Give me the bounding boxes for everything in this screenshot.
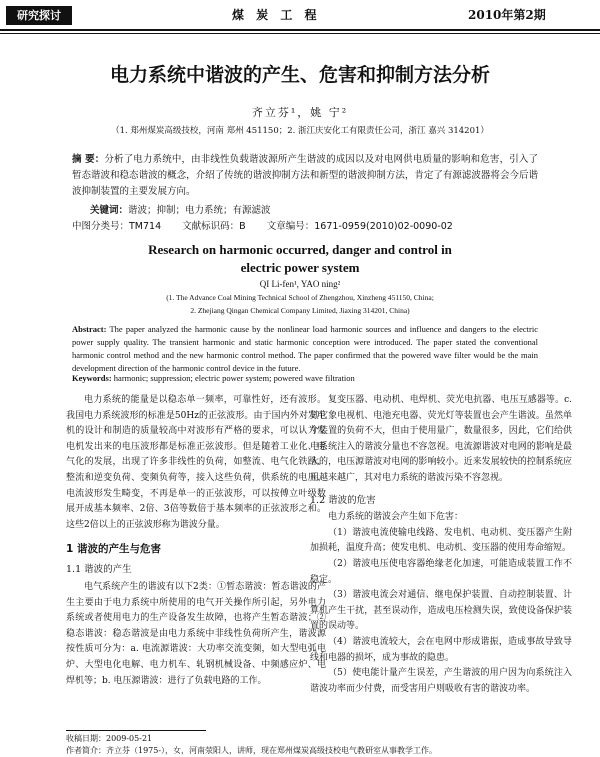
section-1-heading: 1 谐波的产生与危害 (66, 543, 161, 556)
english-keywords-label: Keywords: (72, 373, 112, 383)
classification-line (72, 218, 471, 232)
body-right-column (310, 393, 572, 697)
hazard-item: （2）谐波电压使电容器绝缘老化加速，可能造成装置工作不稳定。 (310, 558, 572, 585)
right-paragraph-1: 复变压器、电动机、电焊机、荧光电抗器、电压互感器等。c. 其它象电视机、电池充电器、荧光灯等装置也会产生谐波。虽然单个装置的负荷不大，但由于使用量广，数量很多，因此，它们给供电系统注入的谐波分量也不容忽视。电流源谐波对电网的影响是最大的，电压源谐波对电网的影响较小。近来发展较快的控制系统应用越来越广，其对电力系统的谐波污染不容忽视。 (310, 395, 572, 483)
section-1-1-paragraph: 电气系统产生的谐波有以下2类：①暂态谐波：暂态谐波的产生主要由于电力系统中所使用的电气开关操作所引起，另外电力系统或者使用电力的生产设备发生故障，也将产生暂态谐波；②稳态谐波：稳态谐波是由电力系统中非线性负荷所产生，谐波源按性质可分为：a. 电流源谐波：大功率交流变频，如大型电弧电炉、大型电化电解、电力机车、轧钢机械设备、中频感应炉、电焊机等；b. 电压源谐波：进行了负载电路的工作。 (66, 581, 326, 686)
keywords-label: 关键词： (90, 205, 129, 216)
document-code: 文献标识码：B (182, 221, 246, 232)
received-date: 收稿日期：2009-05-21 (66, 734, 153, 743)
keywords-text: 谐波；抑制；电力系统；有源滤波 (128, 205, 271, 216)
article-number: 文章编号：1671-0959(2010)02-0090-02 (266, 221, 453, 232)
section-1-1-heading: 1.1 谐波的产生 (66, 564, 132, 576)
english-abstract-text: The paper analyzed the harmonic cause by the nonlinear load harmonic sources and influence and dangers to the electric power supply quality. The transient harmonic and static harmonic conception were introduced. The paper stated the conventional harmonic control method and the new harmonic control method. The paper confirmed that the powered wave filter would be the main development direction of the harmonic control device in the future. (72, 324, 538, 373)
english-abstract (72, 323, 538, 375)
english-authors: QI Li-fen¹, YAO ning² (259, 279, 341, 289)
english-abstract-label: Abstract: (72, 324, 107, 334)
english-title-line1: Research on harmonic occurred, danger and control in (148, 242, 452, 257)
classification-number: 中图分类号：TM714 (72, 221, 162, 232)
header-rule-thin (0, 33, 600, 34)
intro-paragraph: 电力系统的能量是以稳态单一频率，可靠性好，还有波形。我国电力系统波形的标准是50Hz的正弦波形。由于国内外对发电机的设计和制造的质量较高中对波形有严格的要求，可以认为发电机发出来的电压波形都是标准正弦波形。但是随着工业化、电气化的发展，出现了许多非线性的负荷，如整流、电气化铁路、整流和逆变负荷、变频负荷等，接入这些负荷，供系统的电压、电流波形发生畸变，不再是单一的正弦波形，可以按傅立叶级数展开成基本频率、2倍、3倍等数倍于基本频率的正弦波形之和。这些2倍以上的正弦波形称为谐波分量。 (66, 395, 326, 530)
abstract-text: 分析了电力系统中，由非线性负载谐波源所产生谐波的成因以及对电网供电质量的影响和危害，引入了暂态谐波和稳态谐波的概念，介绍了传统的谐波抑制方法和新型的谐波抑制方法，肯定了有源滤波器将会今后谐波抑制装置的主要发展方向。 (72, 154, 538, 197)
affiliations: （1. 郑州煤炭高级技校，河南 郑州 451150；2. 浙江庆安化工有限责任公司，浙江 嘉兴 314201） (111, 126, 489, 136)
english-keywords-text: harmonic; suppression; electric power system; powered wave filtration (113, 373, 355, 383)
hazard-item: （1）谐波电流使输电线路、发电机、电动机、变压器产生附加损耗，温度升高；使发电机、电动机、变压器的使用寿命缩短。 (310, 527, 572, 554)
section-tag: 研究探讨 (6, 6, 72, 25)
issue-label: 2010年第2期 (468, 8, 546, 22)
hazard-item: （3）谐波电流会对通信、继电保护装置、自动控制装置、计算机产生干扰，甚至误动作，造成电压检测失误，致使设备保护装置的误动等。 (310, 590, 572, 632)
section-1-2-heading: 1.2 谐波的危害 (310, 494, 376, 506)
english-affiliation-2: 2. Zhejiang Qingan Chemical Company Limited, Jiaxing 314201, China) (190, 306, 410, 315)
hazard-item: （5）使电能计量产生误差，产生谐波的用户因为向系统注入谐波功率而少付费，而受害用户则吸收有害的谐波功率。 (310, 668, 572, 694)
author-bio: 作者简介：齐立芬（1975-），女，河南荥阳人，讲师，现在郑州煤炭高级技校电气教研室从事教学工作。 (66, 746, 438, 755)
chinese-keywords (90, 202, 271, 216)
footnote-rule (66, 730, 206, 731)
header-rule (0, 29, 600, 31)
chinese-abstract (72, 152, 538, 200)
english-keywords (72, 373, 538, 383)
journal-name: 煤 炭 工 程 (232, 8, 321, 22)
section-1-2-intro: 电力系统的谐波会产生如下危害： (328, 512, 464, 523)
body-left-column (66, 393, 326, 689)
author-list: 齐立芬¹，姚 宁² (251, 106, 349, 119)
paper-title: 电力系统中谐波的产生、危害和抑制方法分析 (109, 64, 490, 86)
hazard-item: （4）谐波电流较大，会在电网中形成谐振，造成事故导致导线和电器的损坏，成为事故的隐患。 (310, 636, 572, 663)
abstract-label: 摘 要： (72, 154, 105, 165)
english-affiliation-1: (1. The Advance Coal Mining Technical School of Zhengzhou, Xinzheng 451150, China; (166, 293, 434, 302)
english-title-line2: electric power system (240, 260, 360, 275)
